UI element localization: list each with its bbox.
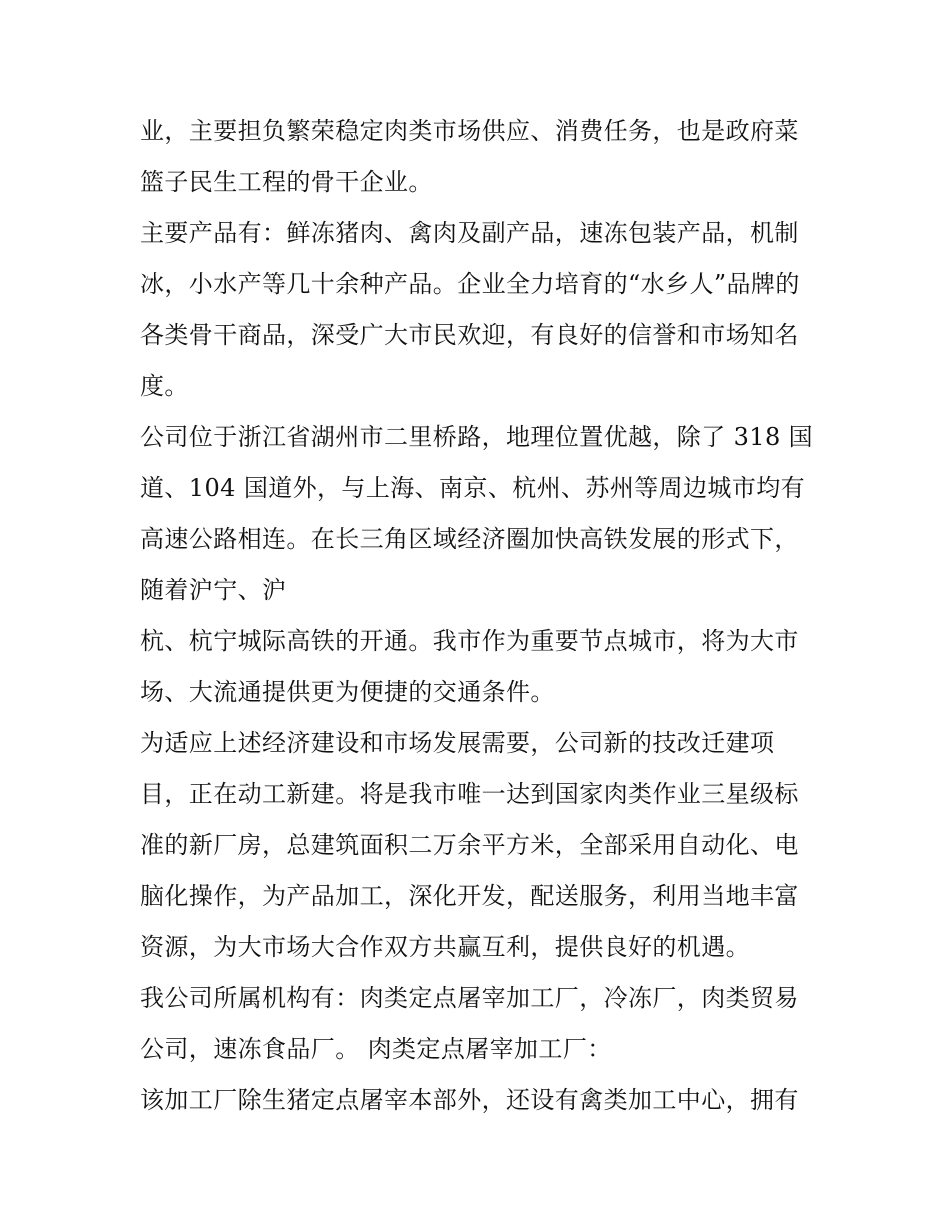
text-line: 各类骨干商品，深受广大市民欢迎，有良好的信誉和市场知名 xyxy=(140,321,799,349)
text-line: 度。 xyxy=(140,372,189,400)
text-line: 公司，速冻食品厂。 肉类定点屠宰加工厂： xyxy=(140,1035,612,1063)
text-line: 目，正在动工新建。将是我市唯一达到国家肉类作业三星级标 xyxy=(140,780,799,808)
text-line: 公司位于浙江省湖州市二里桥路，地理位置优越，除了 318 国 xyxy=(140,423,814,451)
text-line: 我公司所属机构有：肉类定点屠宰加工厂，冷冻厂，肉类贸易 xyxy=(140,984,799,1012)
text-line: 脑化操作，为产品加工，深化开发，配送服务，利用当地丰富 xyxy=(140,882,799,910)
text-line: 场、大流通提供更为便捷的交通条件。 xyxy=(140,678,555,706)
text-line: 业，主要担负繁荣稳定肉类市场供应、消费任务，也是政府菜 xyxy=(140,117,799,145)
text-line: 主要产品有：鲜冻猪肉、禽肉及副产品，速冻包装产品，机制 xyxy=(140,219,799,247)
text-line: 篮子民生工程的骨干企业。 xyxy=(140,168,433,196)
text-line: 随着沪宁、沪 xyxy=(140,576,287,604)
text-line: 冰，小水产等几十余种产品。企业全力培育的“水乡人”品牌的 xyxy=(140,270,800,298)
text-line: 高速公路相连。在长三角区域经济圈加快高铁发展的形式下， xyxy=(140,525,799,553)
text-line: 准的新厂房，总建筑面积二万余平方米，全部采用自动化、电 xyxy=(140,831,799,859)
document-body xyxy=(140,106,830,1126)
text-line: 为适应上述经济建设和市场发展需要，公司新的技改迁建项 xyxy=(140,729,775,757)
text-line: 杭、杭宁城际高铁的开通。我市作为重要节点城市，将为大市 xyxy=(140,627,799,655)
text-line: 道、104 国道外，与上海、南京、杭州、苏州等周边城市均有 xyxy=(140,474,806,502)
text-line: 资源，为大市场大合作双方共赢互利，提供良好的机遇。 xyxy=(140,933,750,961)
text-line: 该加工厂除生猪定点屠宰本部外，还设有禽类加工中心，拥有 xyxy=(140,1086,799,1114)
